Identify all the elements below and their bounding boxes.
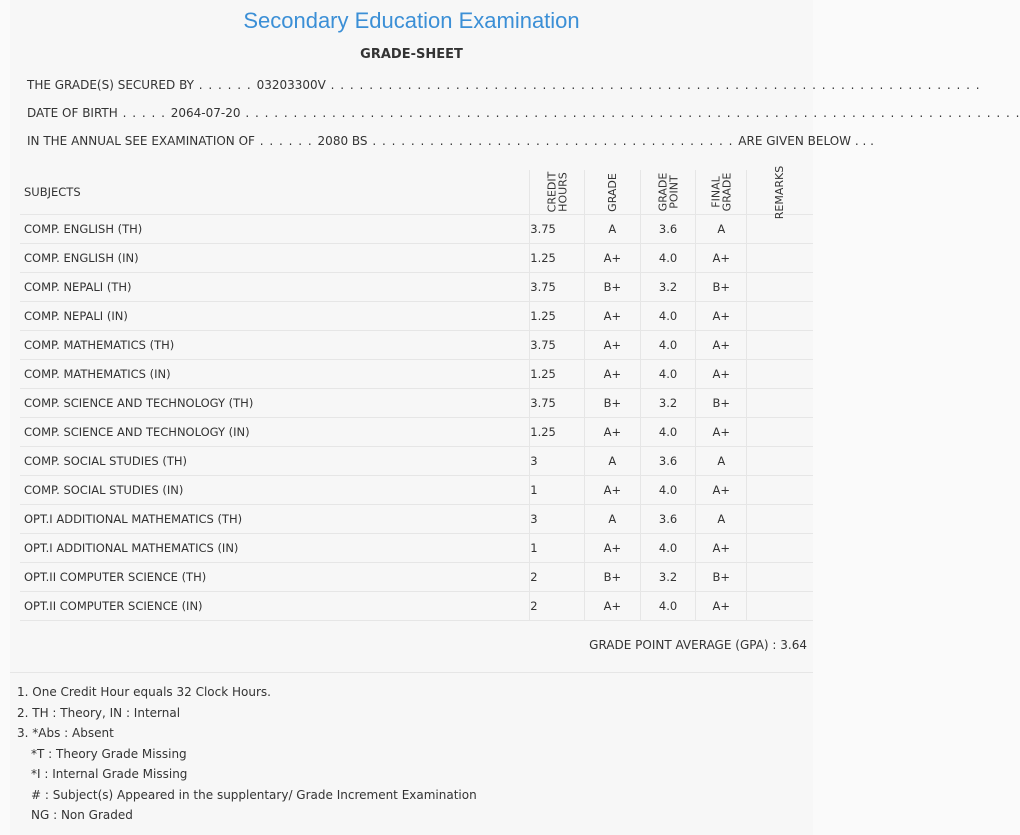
cell-remarks bbox=[747, 563, 813, 592]
grade-point-header-line1: GRADE bbox=[656, 172, 670, 211]
cell-credit: 1.25 bbox=[530, 244, 585, 273]
cell-grade: A+ bbox=[585, 592, 641, 621]
cell-credit: 1 bbox=[530, 534, 585, 563]
table-row bbox=[20, 563, 813, 592]
table-row bbox=[20, 592, 813, 621]
cell-subject: COMP. NEPALI (IN) bbox=[20, 302, 530, 331]
gpa-summary: GRADE POINT AVERAGE (GPA) : 3.64 bbox=[589, 638, 807, 652]
cell-final: A+ bbox=[696, 476, 747, 505]
cell-final: A+ bbox=[696, 360, 747, 389]
cell-credit: 3.75 bbox=[530, 331, 585, 360]
table-row bbox=[20, 389, 813, 418]
cell-grade: A+ bbox=[585, 476, 641, 505]
cell-final: A+ bbox=[696, 302, 747, 331]
table-row bbox=[20, 505, 813, 534]
cell-credit: 2 bbox=[530, 563, 585, 592]
col-header-remarks bbox=[747, 165, 813, 220]
cell-credit: 1.25 bbox=[530, 360, 585, 389]
cell-remarks bbox=[747, 389, 813, 418]
cell-subject: OPT.I ADDITIONAL MATHEMATICS (IN) bbox=[20, 534, 530, 563]
symbol-number: 03203300V bbox=[256, 78, 326, 92]
cell-grade: A+ bbox=[585, 302, 641, 331]
cell-remarks bbox=[747, 418, 813, 447]
cell-grade: B+ bbox=[585, 389, 641, 418]
col-header-grade bbox=[585, 170, 641, 215]
cell-credit: 3 bbox=[530, 505, 585, 534]
note-item: *T : Theory Grade Missing bbox=[31, 746, 187, 761]
cell-final: A+ bbox=[696, 331, 747, 360]
info-secured-by: THE GRADE(S) SECURED BY . . . . . . 03203300V . . . . . . . . . . . . . . . . . . . . . . . . . . . . . . . . . . . . . . . . . . . . . . . . . . . . . . . . . . . . . . . . . . . . bbox=[27, 78, 981, 92]
note-item: # : Subject(s) Appeared in the supplentary/ Grade Increment Examination bbox=[31, 787, 477, 802]
cell-point: 3.2 bbox=[640, 273, 696, 302]
cell-remarks bbox=[747, 476, 813, 505]
cell-point: 4.0 bbox=[640, 331, 696, 360]
cell-point: 4.0 bbox=[640, 592, 696, 621]
cell-credit: 3.75 bbox=[530, 215, 585, 244]
cell-final: A+ bbox=[696, 418, 747, 447]
cell-subject: OPT.II COMPUTER SCIENCE (IN) bbox=[20, 592, 530, 621]
cell-grade: A+ bbox=[585, 331, 641, 360]
info-dob: DATE OF BIRTH . . . . . 2064-07-20 . . . . . . . . . . . . . . . . . . . . . . . . . . . . . . . . . . . . . . . . . . . . . . . . . . . . . . . . . . . . . . . . . . . . . . . . . . . . . . . . . bbox=[27, 106, 1020, 120]
cell-credit: 1 bbox=[530, 476, 585, 505]
cell-remarks bbox=[747, 534, 813, 563]
cell-final: B+ bbox=[696, 389, 747, 418]
remarks-header: REMARKS bbox=[773, 165, 787, 220]
cell-subject: OPT.I ADDITIONAL MATHEMATICS (TH) bbox=[20, 505, 530, 534]
cell-subject: COMP. ENGLISH (TH) bbox=[20, 215, 530, 244]
cell-subject: COMP. ENGLISH (IN) bbox=[20, 244, 530, 273]
table-row bbox=[20, 215, 813, 244]
note-item: *I : Internal Grade Missing bbox=[31, 767, 188, 781]
cell-credit: 1.25 bbox=[530, 418, 585, 447]
grade-sheet bbox=[10, 0, 1020, 835]
cell-subject: COMP. NEPALI (TH) bbox=[20, 273, 530, 302]
cell-remarks bbox=[747, 244, 813, 273]
cell-remarks bbox=[747, 331, 813, 360]
page-title: Secondary Education Examination bbox=[243, 8, 580, 33]
info-exam: IN THE ANNUAL SEE EXAMINATION OF . . . . . . 2080 BS . . . . . . . . . . . . . . . . . . . . . . . . . . . . . . . . . . . . . . ARE GIVEN BELOW . . . bbox=[27, 134, 874, 148]
cell-credit: 3 bbox=[530, 447, 585, 476]
cell-final: A bbox=[696, 505, 747, 534]
secured-by-label: THE GRADE(S) SECURED BY bbox=[27, 78, 194, 92]
page-subtitle: GRADE-SHEET bbox=[360, 47, 463, 62]
dob-value: 2064-07-20 bbox=[170, 106, 241, 120]
given-below-label: ARE GIVEN BELOW . . . bbox=[738, 134, 874, 148]
footnotes bbox=[17, 682, 477, 826]
divider bbox=[10, 672, 813, 673]
cell-point: 4.0 bbox=[640, 244, 696, 273]
cell-final: A bbox=[696, 447, 747, 476]
note-item: NG : Non Graded bbox=[31, 808, 133, 822]
grades-table bbox=[20, 165, 813, 621]
cell-grade: A+ bbox=[585, 360, 641, 389]
table-row bbox=[20, 534, 813, 563]
table-row bbox=[20, 476, 813, 505]
table-row bbox=[20, 331, 813, 360]
cell-remarks bbox=[747, 447, 813, 476]
cell-subject: COMP. SOCIAL STUDIES (IN) bbox=[20, 476, 530, 505]
col-header-subjects: SUBJECTS bbox=[20, 170, 530, 215]
cell-point: 4.0 bbox=[640, 302, 696, 331]
cell-point: 3.6 bbox=[640, 215, 696, 244]
table-row bbox=[20, 273, 813, 302]
cell-grade: A bbox=[585, 215, 641, 244]
credit-header-line1: CREDIT bbox=[545, 171, 559, 212]
cell-point: 3.6 bbox=[640, 505, 696, 534]
table-row bbox=[20, 244, 813, 273]
cell-grade: A bbox=[585, 505, 641, 534]
cell-subject: COMP. SCIENCE AND TECHNOLOGY (IN) bbox=[20, 418, 530, 447]
final-grade-header-line1: FINAL bbox=[709, 175, 723, 208]
cell-subject: COMP. MATHEMATICS (IN) bbox=[20, 360, 530, 389]
cell-remarks bbox=[747, 505, 813, 534]
cell-final: A+ bbox=[696, 534, 747, 563]
cell-point: 4.0 bbox=[640, 476, 696, 505]
cell-remarks bbox=[747, 360, 813, 389]
cell-remarks bbox=[747, 273, 813, 302]
note-item: 1. One Credit Hour equals 32 Clock Hours. bbox=[17, 685, 271, 699]
cell-credit: 3.75 bbox=[530, 273, 585, 302]
cell-point: 4.0 bbox=[640, 534, 696, 563]
cell-subject: OPT.II COMPUTER SCIENCE (TH) bbox=[20, 563, 530, 592]
cell-subject: COMP. MATHEMATICS (TH) bbox=[20, 331, 530, 360]
cell-credit: 1.25 bbox=[530, 302, 585, 331]
col-header-grade-point bbox=[640, 170, 696, 215]
grade-header: GRADE bbox=[605, 173, 619, 212]
exam-label: IN THE ANNUAL SEE EXAMINATION OF bbox=[27, 134, 255, 148]
cell-point: 4.0 bbox=[640, 360, 696, 389]
cell-remarks bbox=[747, 592, 813, 621]
exam-year: 2080 BS bbox=[317, 134, 368, 148]
cell-grade: A+ bbox=[585, 534, 641, 563]
cell-credit: 2 bbox=[530, 592, 585, 621]
note-item: 2. TH : Theory, IN : Internal bbox=[17, 705, 181, 720]
cell-final: B+ bbox=[696, 563, 747, 592]
grade-point-header-line2: POINT bbox=[667, 174, 681, 209]
cell-final: A bbox=[696, 215, 747, 244]
table-row bbox=[20, 360, 813, 389]
cell-final: B+ bbox=[696, 273, 747, 302]
credit-header-line2: HOURS bbox=[556, 171, 570, 212]
cell-subject: COMP. SOCIAL STUDIES (TH) bbox=[20, 447, 530, 476]
cell-grade: B+ bbox=[585, 563, 641, 592]
table-row bbox=[20, 302, 813, 331]
cell-grade: B+ bbox=[585, 273, 641, 302]
col-header-final-grade bbox=[696, 170, 747, 215]
cell-point: 3.2 bbox=[640, 389, 696, 418]
cell-grade: A bbox=[585, 447, 641, 476]
dob-label: DATE OF BIRTH bbox=[27, 106, 118, 120]
cell-grade: A+ bbox=[585, 418, 641, 447]
table-header-row bbox=[20, 170, 813, 215]
cell-remarks bbox=[747, 302, 813, 331]
cell-subject: COMP. SCIENCE AND TECHNOLOGY (TH) bbox=[20, 389, 530, 418]
note-item: 3. *Abs : Absent bbox=[17, 726, 114, 740]
cell-point: 3.6 bbox=[640, 447, 696, 476]
cell-point: 4.0 bbox=[640, 418, 696, 447]
cell-final: A+ bbox=[696, 592, 747, 621]
final-grade-header-line2: GRADE bbox=[720, 172, 734, 211]
cell-final: A+ bbox=[696, 244, 747, 273]
cell-point: 3.2 bbox=[640, 563, 696, 592]
cell-credit: 3.75 bbox=[530, 389, 585, 418]
table-row bbox=[20, 447, 813, 476]
table-row bbox=[20, 418, 813, 447]
cell-grade: A+ bbox=[585, 244, 641, 273]
col-header-credit-hours bbox=[530, 170, 585, 215]
